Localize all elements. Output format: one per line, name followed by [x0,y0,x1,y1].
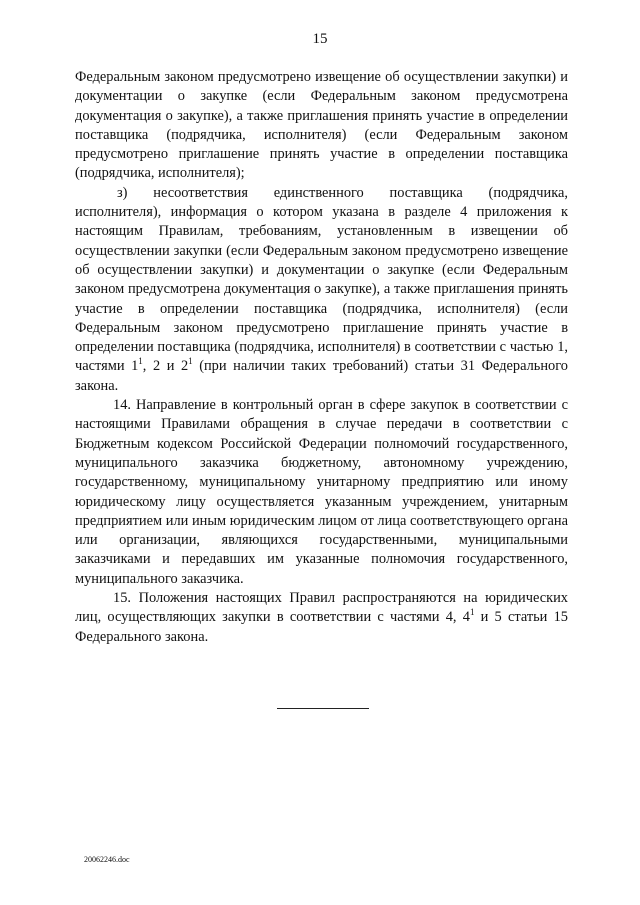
item-z-text: з) несоответствия единственного поставщика (подрядчика, исполнителя), информация о котором указана в разделе 4 приложения к настоящим Правилам, требованиям, установленным в извещении об осуществлении закупки (если Федеральным законом предусмотрено извещение об осуществлении закупки) и документации о закупке (если Федеральным законом предусмотрена документация о закупке), а также приглашения принять участие в определении поставщика (подрядчика, исполнителя) (если Федеральным законом предусмотрено приглашение принять участие в определении поставщика (подрядчика, исполнителя) в соответствии с частью 1, частями 1 [75,184,568,375]
superscript-marker: 1 [469,607,475,618]
item-z-text-mid: , 2 и 2 [142,358,189,375]
page-number: 15 [312,31,328,47]
superscript-marker: 1 [138,356,143,367]
end-of-text-rule [277,708,369,709]
paragraph-14: 14. Направление в контрольный орган в сфере закупок в соответствии с настоящими Правилами обращения в случае передачи в соответствии с Бюджетным кодексом Российской Федерации полномочий государственного, муниципального заказчика бюджетному, автономному учреждению, государственному, муниципальному унитарному предприятию или иному юридическому лицу осуществляется указанным учреждением, унитарным предприятием или иным юридическим лицом от лица соответствующего органа или организации, являющихся государственными, муниципальными заказчиками и передавших им указанные полномочия государственного, муниципального заказчика. [75,397,568,587]
paragraph-15-text-end: и 5 статьи 15 Федерального закона. [75,609,568,645]
superscript-marker: 1 [188,356,193,367]
paragraph-15 [75,589,568,647]
paragraph-intro: Федеральным законом предусмотрено извещение об осуществлении закупки) и документации о закупке (если Федеральным законом предусмотрена документация о закупке), а также приглашения принять участие в определении поставщика (подрядчика, исполнителя) (если Федеральным законом предусмотрено приглашение принять участие в определении поставщика (подрядчика, исполнителя); [75,69,568,182]
paragraph-15-text: 15. Положения настоящих Правил распространяются на юридических лиц, осуществляющих закупки в соответствии с частями 4, 4 [75,590,568,626]
footer-file-code: 20062246.doc [84,855,130,864]
item-z-text-end: (при наличии таких требований) статьи 31 Федерального закона. [75,358,568,394]
document-body [75,68,568,647]
paragraph-item-z [75,184,568,396]
